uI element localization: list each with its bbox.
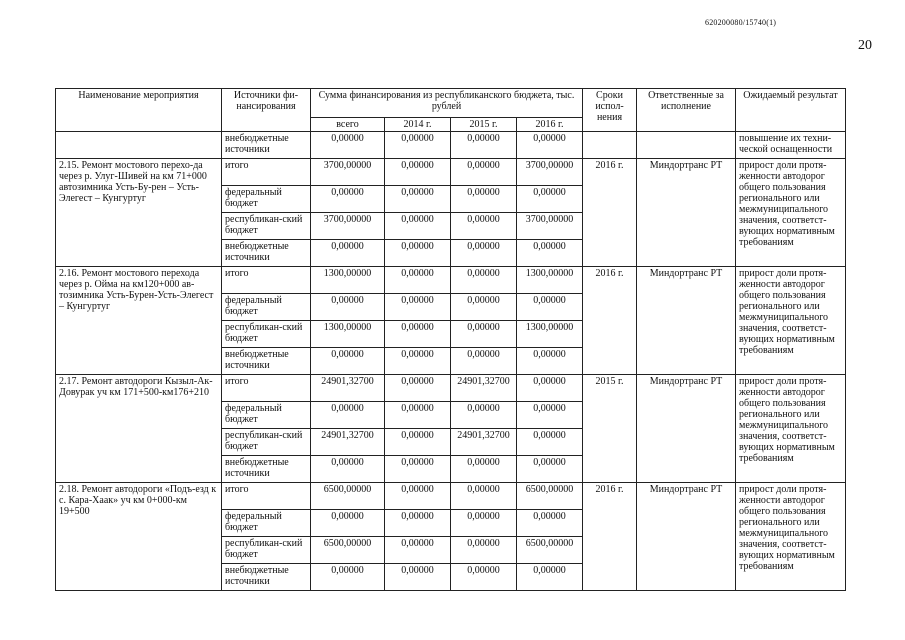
page-number: 20 [858,38,872,53]
value-2016: 3700,00000 [517,159,583,186]
carry-responsible [637,132,736,159]
term-cell: 2016 г. [583,159,637,267]
value-2016: 0,00000 [517,348,583,375]
value-total: 0,00000 [311,456,385,483]
value-2014: 0,00000 [385,402,451,429]
value-total: 24901,32700 [311,375,385,402]
value-total: 0,00000 [311,564,385,591]
result-cell: прирост доли протя-женности автодорог общего пользования регионального или межмуниципального значения, соответст-вующих нормативным требованиям [736,483,846,591]
table-row [56,267,846,294]
source-label: итого [222,267,311,294]
value-2016: 1300,00000 [517,267,583,294]
header-sum: Сумма финансирования из республиканского бюджета, тыс. рублей [311,89,583,118]
value-total: 3700,00000 [311,213,385,240]
measure-name: 2.17. Ремонт автодороги Кызыл-Ак-Довурак уч км 171+500-км176+210 [56,375,222,483]
source-label: федеральный бюджет [222,510,311,537]
carry-total: 0,00000 [311,132,385,159]
value-2014: 0,00000 [385,186,451,213]
value-total: 0,00000 [311,348,385,375]
value-2016: 0,00000 [517,294,583,321]
value-2016: 6500,00000 [517,483,583,510]
measure-name: 2.18. Ремонт автодороги «Подъ-езд к с. Кара-Хаак» уч км 0+000-км 19+500 [56,483,222,591]
value-2015: 0,00000 [451,159,517,186]
result-cell: прирост доли протя-женности автодорог общего пользования регионального или межмуниципального значения, соответст-вующих нормативным требованиям [736,267,846,375]
value-2016: 0,00000 [517,186,583,213]
value-2014: 0,00000 [385,240,451,267]
header-2015: 2015 г. [451,118,517,132]
value-2014: 0,00000 [385,375,451,402]
source-label: федеральный бюджет [222,294,311,321]
table-row [56,375,846,402]
responsible-cell: Миндортранс РТ [637,159,736,267]
value-2015: 0,00000 [451,213,517,240]
value-2016: 0,00000 [517,564,583,591]
header-2014: 2014 г. [385,118,451,132]
carry-2015: 0,00000 [451,132,517,159]
source-label: внебюджетные источники [222,564,311,591]
value-total: 0,00000 [311,402,385,429]
term-cell: 2016 г. [583,483,637,591]
value-2015: 0,00000 [451,267,517,294]
term-cell: 2015 г. [583,375,637,483]
source-label: внебюджетные источники [222,240,311,267]
table-row [56,159,846,186]
header-term: Сроки испол-нения [583,89,637,132]
responsible-cell: Миндортранс РТ [637,375,736,483]
source-label: итого [222,483,311,510]
value-total: 3700,00000 [311,159,385,186]
source-label: республикан-ский бюджет [222,429,311,456]
source-label: итого [222,159,311,186]
value-total: 0,00000 [311,186,385,213]
measure-name: 2.16. Ремонт мостового перехода через р. Ойма на км120+000 ав-тозимника Усть-Бурен-Усть-Элегест – Кунгуртуг [56,267,222,375]
source-label: внебюджетные источники [222,348,311,375]
value-2014: 0,00000 [385,267,451,294]
header-responsible: Ответственные за исполнение [637,89,736,132]
carry-result: повышение их техни-ческой оснащенности [736,132,846,159]
value-2015: 0,00000 [451,456,517,483]
value-total: 0,00000 [311,294,385,321]
term-cell: 2016 г. [583,267,637,375]
value-2014: 0,00000 [385,348,451,375]
financing-table [55,88,846,591]
result-cell: прирост доли протя-женности автодорог общего пользования регионального или межмуниципального значения, соответст-вующих нормативным требованиям [736,159,846,267]
source-label: республикан-ский бюджет [222,321,311,348]
header-2016: 2016 г. [517,118,583,132]
value-2014: 0,00000 [385,321,451,348]
source-label: внебюджетные источники [222,456,311,483]
result-cell: прирост доли протя-женности автодорог общего пользования регионального или межмуниципального значения, соответст-вующих нормативным требованиям [736,375,846,483]
value-2016: 0,00000 [517,510,583,537]
value-2014: 0,00000 [385,564,451,591]
carry-source: внебюджетные источники [222,132,311,159]
value-2015: 0,00000 [451,348,517,375]
value-2015: 0,00000 [451,240,517,267]
value-2014: 0,00000 [385,294,451,321]
value-2015: 0,00000 [451,510,517,537]
source-label: федеральный бюджет [222,402,311,429]
table-row [56,132,846,159]
value-2014: 0,00000 [385,456,451,483]
value-2015: 0,00000 [451,402,517,429]
carry-term [583,132,637,159]
value-total: 1300,00000 [311,321,385,348]
value-2016: 6500,00000 [517,537,583,564]
source-label: итого [222,375,311,402]
value-total: 24901,32700 [311,429,385,456]
value-2015: 0,00000 [451,186,517,213]
source-label: республикан-ский бюджет [222,537,311,564]
value-total: 6500,00000 [311,537,385,564]
value-2016: 0,00000 [517,456,583,483]
value-2015: 24901,32700 [451,429,517,456]
value-2016: 0,00000 [517,402,583,429]
value-2015: 24901,32700 [451,375,517,402]
carry-2016: 0,00000 [517,132,583,159]
source-label: республикан-ский бюджет [222,213,311,240]
value-2014: 0,00000 [385,159,451,186]
value-2016: 0,00000 [517,429,583,456]
header-total: всего [311,118,385,132]
value-2016: 0,00000 [517,375,583,402]
value-2016: 3700,00000 [517,213,583,240]
header-source: Источники фи-нансирования [222,89,311,132]
value-total: 1300,00000 [311,267,385,294]
value-total: 0,00000 [311,510,385,537]
value-2014: 0,00000 [385,537,451,564]
header-result: Ожидаемый результат [736,89,846,132]
value-2014: 0,00000 [385,213,451,240]
value-2016: 0,00000 [517,240,583,267]
value-total: 6500,00000 [311,483,385,510]
value-2015: 0,00000 [451,564,517,591]
measure-name: 2.15. Ремонт мостового перехо-да через р. Улуг-Шивей на км 71+000 автозимника Усть-Бу-рен – Усть-Элегест – Кунгуртуг [56,159,222,267]
document-id: 620200080/15740(1) [705,18,777,27]
value-2014: 0,00000 [385,429,451,456]
source-label: федеральный бюджет [222,186,311,213]
value-2014: 0,00000 [385,483,451,510]
carry-2014: 0,00000 [385,132,451,159]
responsible-cell: Миндортранс РТ [637,267,736,375]
responsible-cell: Миндортранс РТ [637,483,736,591]
value-2015: 0,00000 [451,483,517,510]
value-2014: 0,00000 [385,510,451,537]
carry-name [56,132,222,159]
value-total: 0,00000 [311,240,385,267]
header-name: Наименование мероприятия [56,89,222,132]
table-row [56,483,846,510]
value-2015: 0,00000 [451,537,517,564]
value-2015: 0,00000 [451,321,517,348]
value-2016: 1300,00000 [517,321,583,348]
value-2015: 0,00000 [451,294,517,321]
